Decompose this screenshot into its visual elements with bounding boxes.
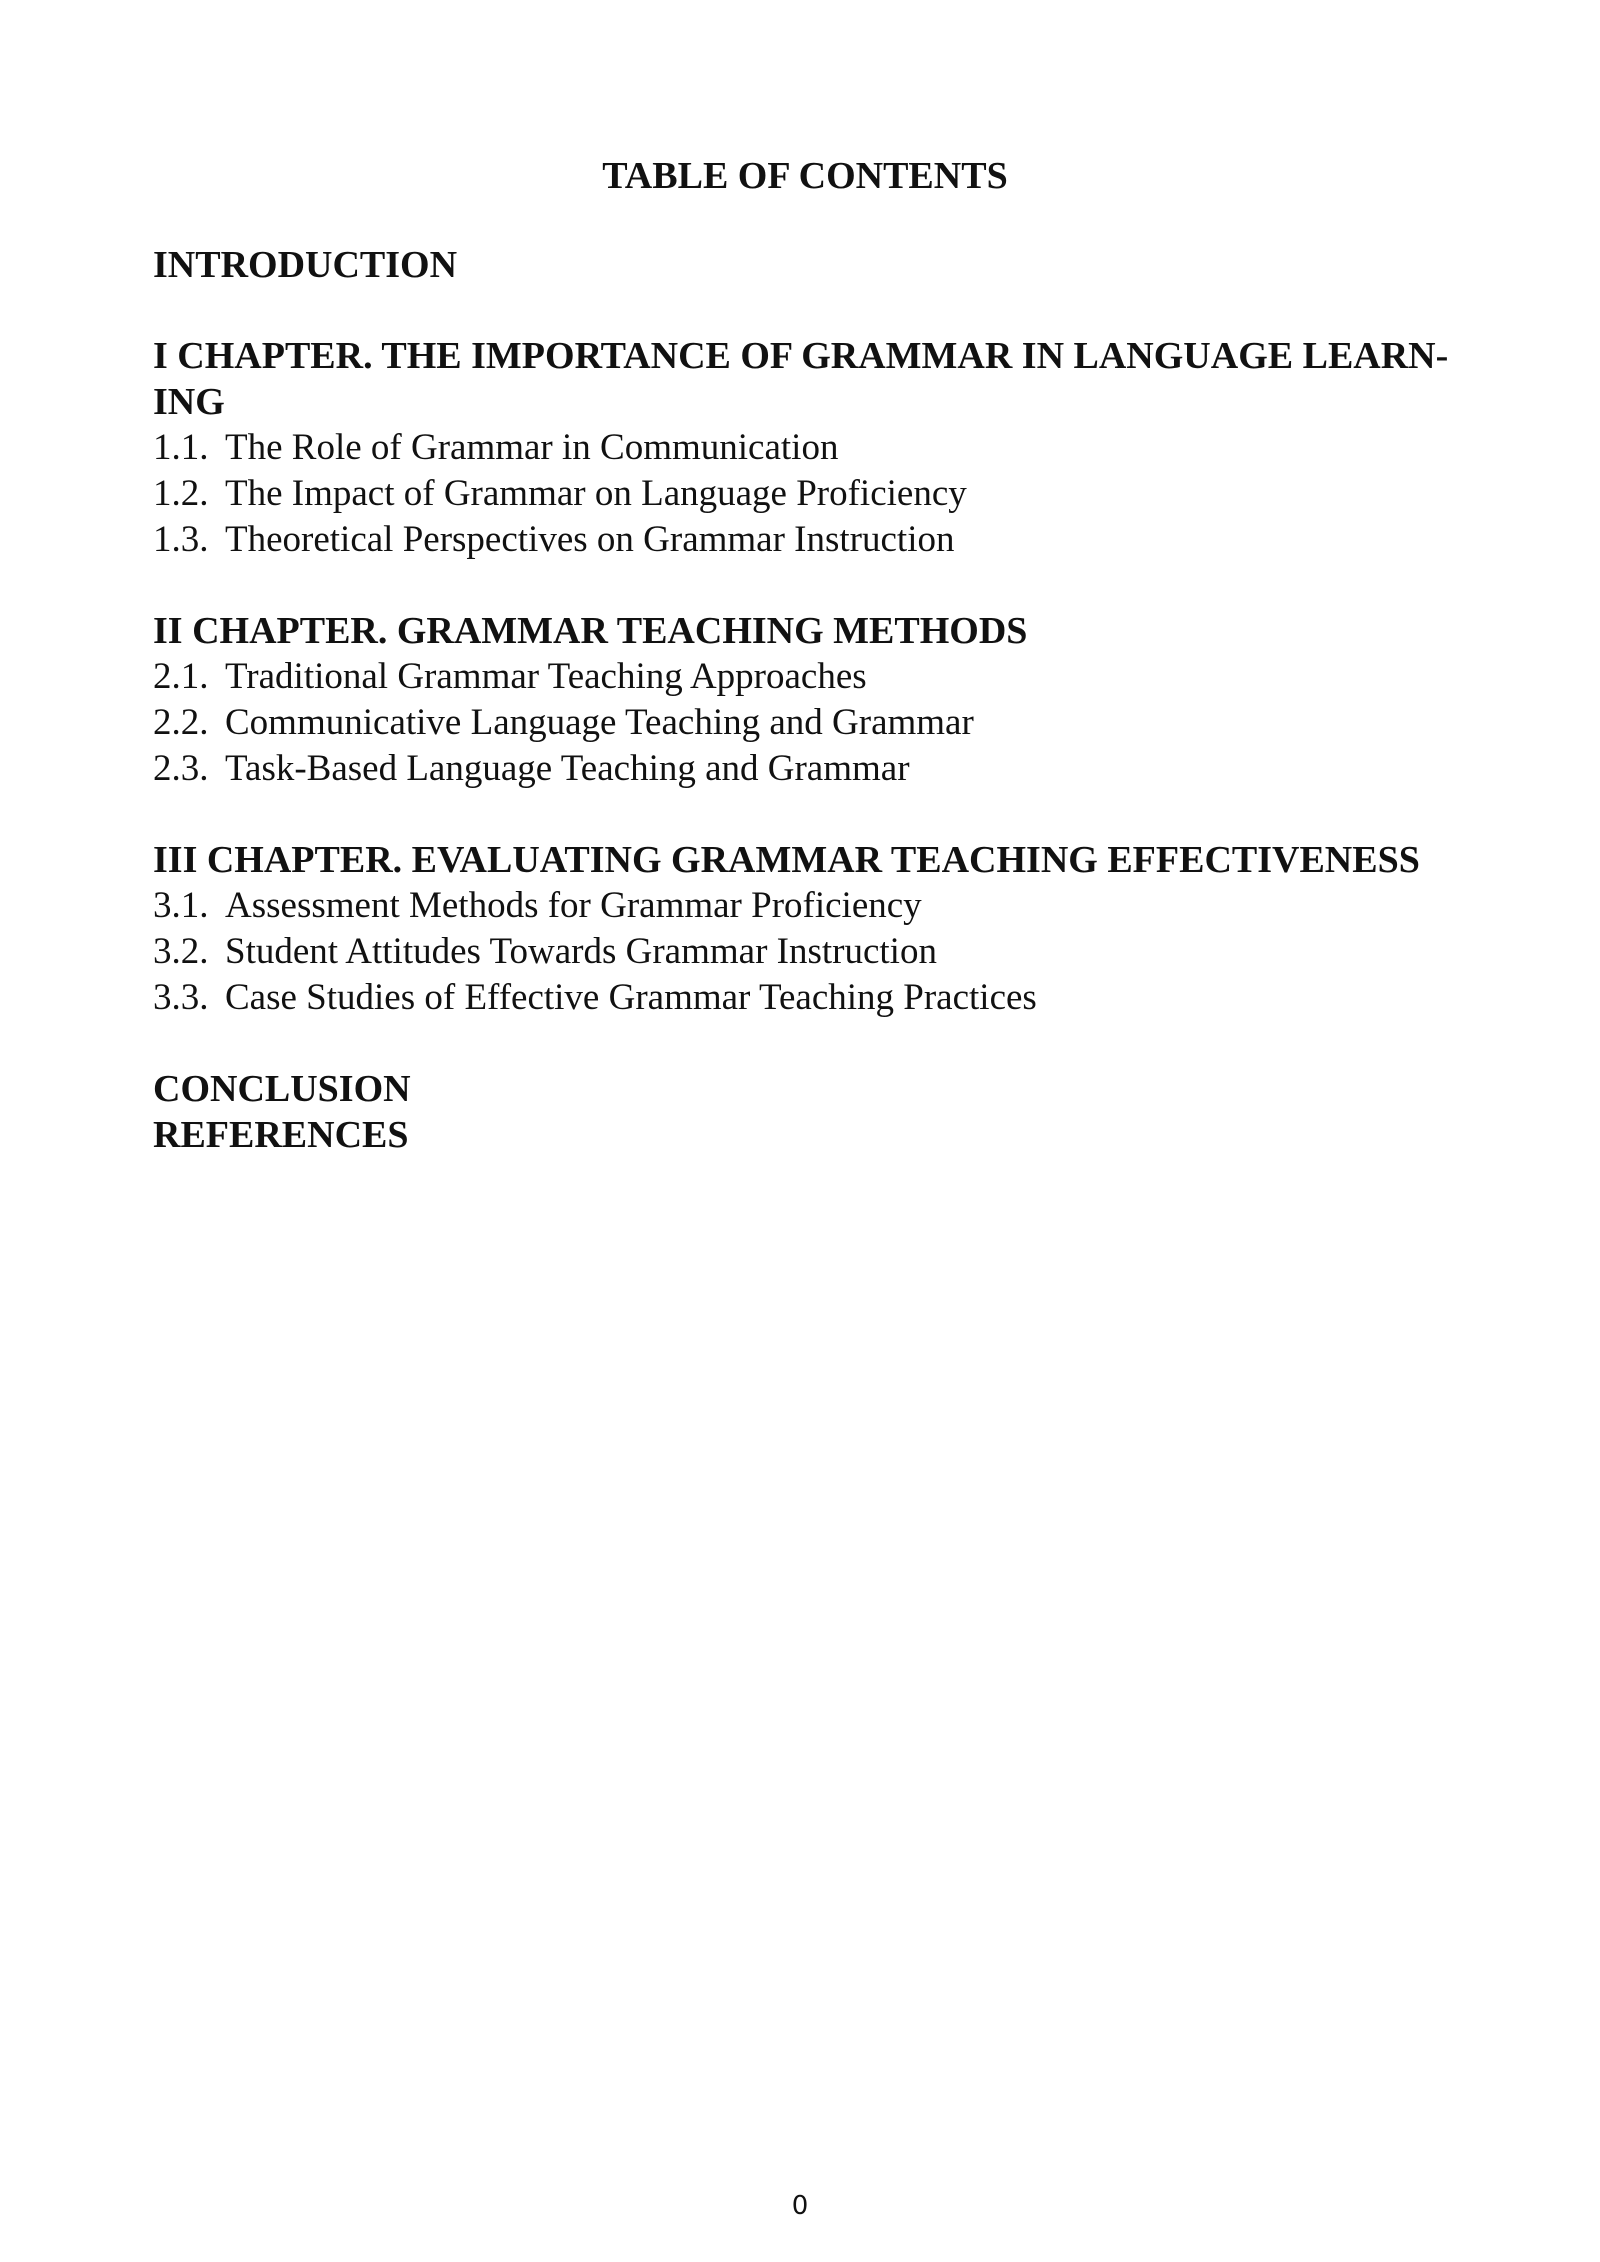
chapter-3 (153, 837, 1453, 1021)
section-title: Assessment Methods for Grammar Proficiency (225, 885, 922, 926)
section-title: The Role of Grammar in Communication (225, 427, 839, 468)
toc-introduction: INTRODUCTION (153, 244, 458, 286)
chapter-2 (153, 608, 1453, 792)
toc-entry-3-3 (153, 975, 1453, 1021)
section-title: Case Studies of Effective Grammar Teaching Practices (225, 977, 1037, 1018)
toc-conclusion: CONCLUSION (153, 1068, 411, 1110)
section-number: 3.3. (153, 977, 209, 1018)
toc-references: REFERENCES (153, 1114, 409, 1156)
toc-title: TABLE OF CONTENTS (602, 155, 1008, 197)
section-title: Student Attitudes Towards Grammar Instruction (225, 931, 937, 972)
toc-entry-2-2 (153, 700, 1453, 746)
section-number: 3.2. (153, 931, 209, 972)
toc-entry-3-2 (153, 929, 1453, 975)
section-number: 2.1. (153, 656, 209, 697)
section-number: 3.1. (153, 885, 209, 926)
toc-entry-2-3 (153, 746, 1453, 792)
toc-entry-3-1 (153, 883, 1453, 929)
page-number: 0 (791, 2191, 809, 2221)
chapter-1-heading-cont: ING (153, 381, 225, 423)
section-number: 1.3. (153, 519, 209, 560)
toc-entry-1-1 (153, 425, 1453, 471)
chapter-3-heading: III CHAPTER. EVALUATING GRAMMAR TEACHING EFFECTIVENESS (153, 839, 1420, 881)
section-title: Communicative Language Teaching and Grammar (225, 702, 974, 743)
chapter-2-heading: II CHAPTER. GRAMMAR TEACHING METHODS (153, 610, 1028, 652)
toc-body (153, 242, 1453, 1158)
chapter-1 (153, 333, 1453, 563)
section-title: The Impact of Grammar on Language Proficiency (225, 473, 967, 514)
toc-entry-1-2 (153, 471, 1453, 517)
section-number: 2.2. (153, 702, 209, 743)
toc-entry-1-3 (153, 517, 1453, 563)
toc-entry-2-1 (153, 654, 1453, 700)
section-number: 2.3. (153, 748, 209, 789)
section-number: 1.2. (153, 473, 209, 514)
section-title: Traditional Grammar Teaching Approaches (225, 656, 867, 697)
section-title: Task-Based Language Teaching and Grammar (225, 748, 910, 789)
chapter-1-heading: I CHAPTER. THE IMPORTANCE OF GRAMMAR IN LANGUAGE LEARN- (153, 335, 1449, 377)
section-title: Theoretical Perspectives on Grammar Instruction (225, 519, 955, 560)
section-number: 1.1. (153, 427, 209, 468)
